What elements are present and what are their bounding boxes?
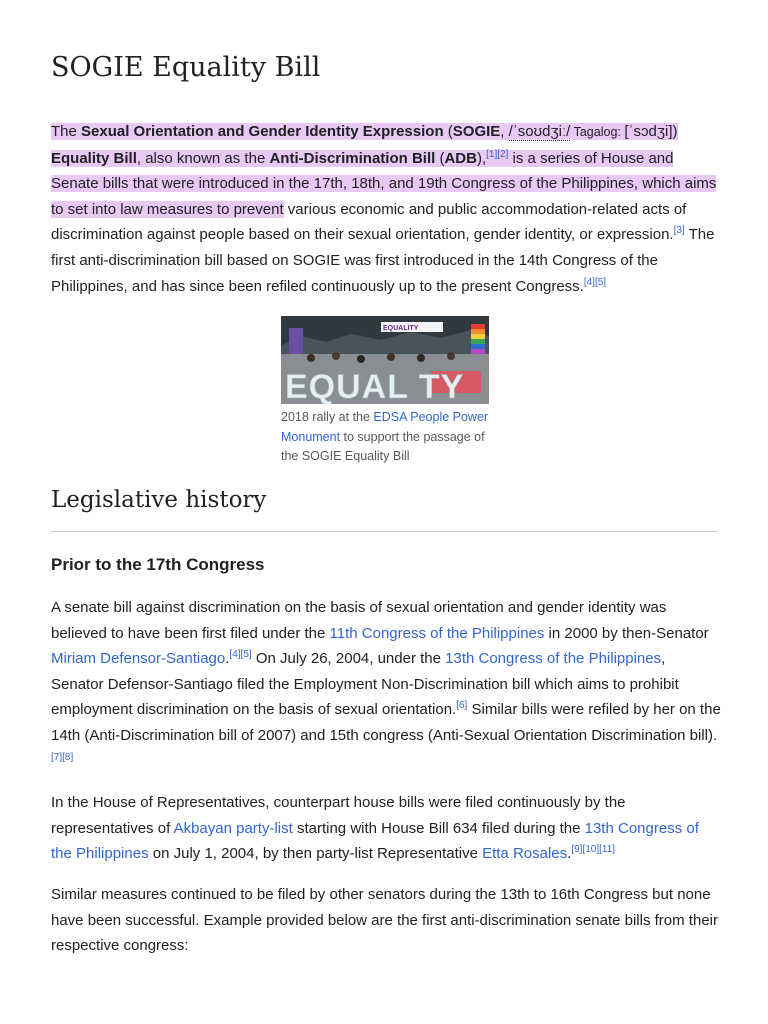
adb-bold: Anti-Discrimination Bill: [269, 149, 436, 167]
link-etta-rosales[interactable]: Etta Rosales: [482, 845, 568, 863]
term-bold: Sexual Orientation and Gender Identity Expression: [81, 123, 444, 140]
section-heading: Legislative history: [51, 487, 267, 513]
similar-measures-paragraph: Similar measures continued to be filed by other senators during the 13th to 16th Congress but none have been successful. Example provided below are the first anti-discrimination senate bills from their respective congress:: [51, 886, 718, 955]
text-segment: various economic and public accommodation-related acts of discrimination against people based on their sexual orientation, gender identity, or expression.: [51, 200, 687, 244]
equality-letters: EQUAL TY: [285, 368, 465, 404]
citation-link[interactable]: [4]: [229, 649, 241, 661]
rally-figure: [281, 316, 491, 467]
rally-photo[interactable]: [281, 316, 489, 404]
subsection-heading: Prior to the 17th Congress: [51, 555, 265, 574]
citation-link[interactable]: [7]: [51, 751, 63, 763]
acronym-bold: SOGIE: [452, 123, 501, 140]
citation-link[interactable]: [3]: [673, 225, 685, 237]
intro-paragraph: [51, 119, 721, 299]
text-segment: In the House of Representatives, counterpart house bills were filed continuously by the representatives of: [51, 794, 626, 837]
link-miriam-defensor-santiago[interactable]: Miriam Defensor-Santiago: [51, 650, 226, 668]
text-segment: , Senator Defensor-Santiago filed the Employment Non-Discrimination bill which aims to prohibit employment discrimination on the basis of sexual orientation.: [51, 650, 679, 719]
tagalog-label: Tagalog:: [570, 125, 625, 139]
edsa-link[interactable]: EDSA People Power: [373, 410, 489, 424]
text-segment: ,: [500, 123, 509, 140]
figure-caption: [281, 408, 491, 467]
citation-link[interactable]: [1]: [486, 148, 498, 160]
text-segment: The: [51, 123, 82, 140]
senate-paragraph: [51, 595, 721, 774]
text-segment: (: [443, 123, 453, 140]
text-segment: in 2000 by then-Senator: [544, 624, 709, 642]
citation-link[interactable]: [6]: [456, 700, 468, 712]
citation-link[interactable]: [5]: [240, 649, 252, 661]
text-segment: .: [567, 845, 572, 863]
ipa-tagalog[interactable]: [ˈsɔdʒi]: [624, 123, 673, 140]
citation-link[interactable]: [10]: [582, 844, 600, 856]
text-segment: on July 1, 2004, by then party-list Representative: [148, 845, 483, 863]
text-segment: Similar bills were refiled by her on the 14th (Anti-Discrimination bill of 2007) and 15th congress (Anti-Sexual Orientation Discrimination bill).: [51, 701, 721, 744]
text-segment: The first anti-discrimination bill based on SOGIE was first introduced in the 14th Congress of the Philippines, and has since been refiled continuously up to the present Congress.: [51, 226, 715, 295]
link-13th-congress[interactable]: 13th Congress of the Philippines: [51, 819, 699, 863]
citation-link[interactable]: [8]: [62, 751, 74, 763]
citation-link[interactable]: [4]: [583, 276, 595, 288]
caption-text: 2018 rally at the: [281, 410, 374, 424]
text-segment: .: [225, 650, 230, 668]
edsa-link-cont[interactable]: Monument: [281, 429, 341, 444]
text-segment: (: [435, 149, 445, 167]
caption-text: the SOGIE Equality Bill: [281, 449, 410, 463]
rally-photo-drawing: [281, 316, 489, 404]
page-title: SOGIE Equality Bill: [51, 52, 321, 83]
text-segment: is a series of House and Senate bills that: [51, 149, 674, 193]
text-segment: A senate bill against discrimination on the basis of sexual orientation and gender identity was believed to have been first filed under the: [51, 599, 667, 642]
ipa-english[interactable]: /ˈsoʊdʒiː/: [508, 123, 571, 140]
section-divider: [51, 531, 718, 532]
caption-text: to support the passage of: [340, 429, 485, 444]
link-11th-congress[interactable]: 11th Congress of the Philippines: [329, 624, 545, 642]
text-segment: measures to prevent: [146, 200, 284, 218]
text-segment: starting with House Bill 634 filed during the: [292, 819, 585, 837]
text-segment: were introduced in the 17th, 18th, and 19th Congress of the Philippines, which aims to set into law: [51, 175, 717, 218]
text-segment: , also known as the: [136, 149, 270, 167]
citation-link[interactable]: [11]: [599, 844, 616, 856]
text-segment: ),: [476, 149, 487, 167]
text-segment: On July 26, 2004, under the: [251, 650, 446, 668]
citation-link[interactable]: [2]: [497, 148, 509, 160]
equality-bold: Equality: [51, 149, 110, 167]
link-13th-congress[interactable]: 13th Congress of the Philippines: [445, 650, 662, 668]
link-akbayan[interactable]: Akbayan party-list: [173, 819, 293, 837]
citation-link[interactable]: [5]: [594, 276, 607, 288]
adb-acronym: ADB: [444, 149, 477, 167]
banner-text: EQUALITY: [383, 325, 419, 332]
house-paragraph: [51, 790, 711, 867]
citation-link[interactable]: [9]: [571, 844, 583, 856]
bill-bold: Bill: [113, 149, 137, 167]
text-segment: ): [672, 123, 678, 140]
